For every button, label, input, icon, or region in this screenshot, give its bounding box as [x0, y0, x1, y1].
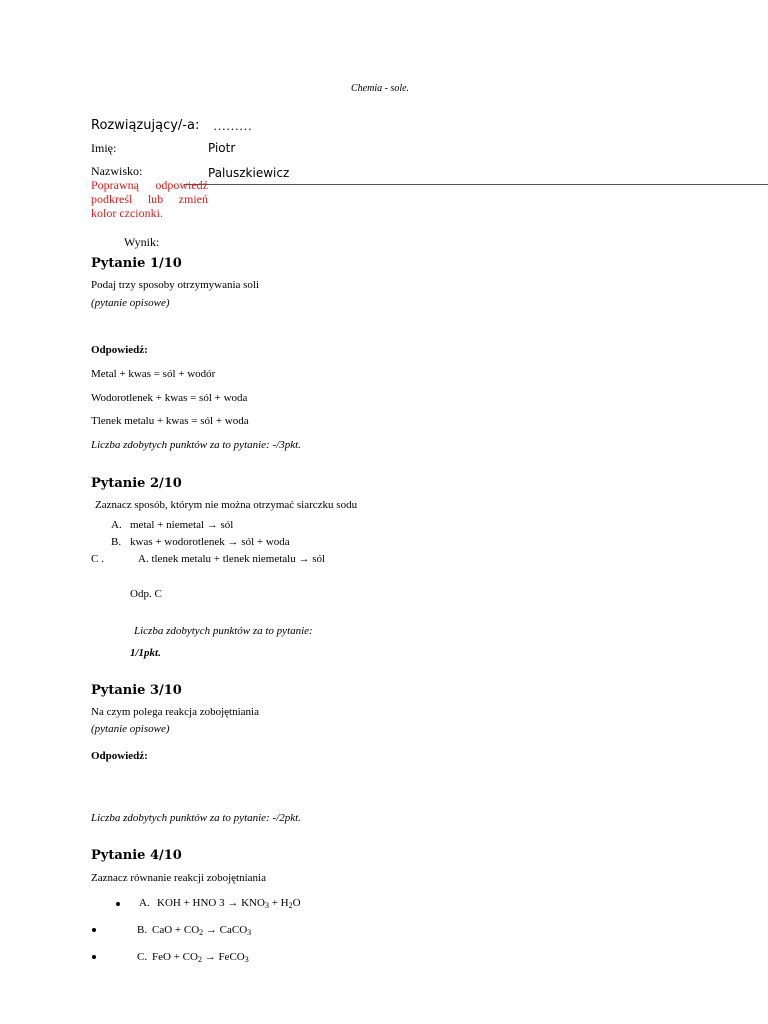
- question-4-heading: Pytanie 4/10: [91, 848, 182, 863]
- first-name-label: Imię:: [91, 141, 117, 155]
- question-2-answer: Odp. C: [130, 588, 162, 600]
- question-2-option-a-letter: A.: [111, 519, 122, 531]
- question-1-type-note: (pytanie opisowe): [91, 297, 170, 309]
- question-4-option-b-letter: B.: [137, 924, 148, 936]
- question-4-prompt: Zaznacz równanie reakcji zobojętniania: [91, 872, 266, 884]
- question-2-prompt: Zaznacz sposób, którym nie można otrzymać siarczku sodu: [95, 499, 358, 511]
- question-4-option-c-letter: C.: [137, 951, 148, 963]
- question-2-score-value: 1/1pkt.: [130, 647, 161, 659]
- question-4-bullet-b: [92, 928, 96, 932]
- question-2-option-b[interactable]: kwas + wodorotlenek → sól + woda: [130, 536, 290, 548]
- question-3-type-note: (pytanie opisowe): [91, 723, 170, 735]
- question-3-score: Liczba zdobytych punktów za to pytanie: -/2pkt.: [91, 812, 301, 824]
- question-2-option-c-letter: C .: [91, 553, 104, 565]
- question-2-score-label: Liczba zdobytych punktów za to pytanie:: [134, 625, 313, 637]
- question-1-score-text: Liczba zdobytych punktów za to pytanie: -/3pkt.: [91, 439, 301, 451]
- question-2-option-c[interactable]: A. tlenek metalu + tlenek niemetalu → sól: [138, 553, 326, 565]
- result-label: Wynik:: [124, 235, 160, 249]
- question-4-option-a[interactable]: KOH + HNO $3 \to KNO_3 + H_2O$: [157, 897, 301, 910]
- solver-label: Rozwiązujący/-a:: [91, 118, 200, 133]
- question-4-option-a-letter: A.: [139, 897, 150, 909]
- question-2-heading: Pytanie 2/10: [91, 476, 182, 491]
- question-1-answer-1: Metal + kwas = sól + wodór: [91, 368, 216, 380]
- question-1-answer-3: Tlenek metalu + kwas = sól + woda: [91, 415, 249, 427]
- question-4-bullet-a: [116, 902, 120, 906]
- question-3-heading: Pytanie 3/10: [91, 683, 182, 698]
- first-name-value: Piotr: [208, 141, 236, 155]
- name-underline: [184, 184, 768, 185]
- question-4-option-c[interactable]: FeO + $CO_2$ → FeCO$_3$: [152, 951, 249, 964]
- question-4-bullet-c: [92, 955, 96, 959]
- question-1-score: [91, 439, 301, 451]
- question-2-option-a[interactable]: metal + niemetal → sól: [130, 519, 234, 531]
- last-name-label: Nazwisko:: [91, 164, 143, 178]
- solver-value: ………: [213, 118, 252, 133]
- question-3-answer-label: Odpowiedź:: [91, 750, 148, 762]
- question-1-prompt: Podaj trzy sposoby otrzymywania soli: [91, 279, 260, 291]
- instruction-note: Poprawną odpowiedź podkreśl lub zmień kolor czcionki.: [91, 178, 208, 220]
- document-title: Chemia - sole.: [351, 83, 410, 94]
- last-name-value: Paluszkiewicz: [208, 166, 290, 180]
- question-1-answer-2: Wodorotlenek + kwas = sól + woda: [91, 392, 248, 404]
- question-4-option-b[interactable]: CaO + $CO_2$ → CaCO$_3$: [152, 924, 252, 937]
- question-1-answer-label: Odpowiedź:: [91, 344, 148, 356]
- question-3-prompt: Na czym polega reakcja zobojętniania: [91, 706, 259, 718]
- question-1-heading: Pytanie 1/10: [91, 256, 182, 271]
- question-2-option-b-letter: B.: [111, 536, 122, 548]
